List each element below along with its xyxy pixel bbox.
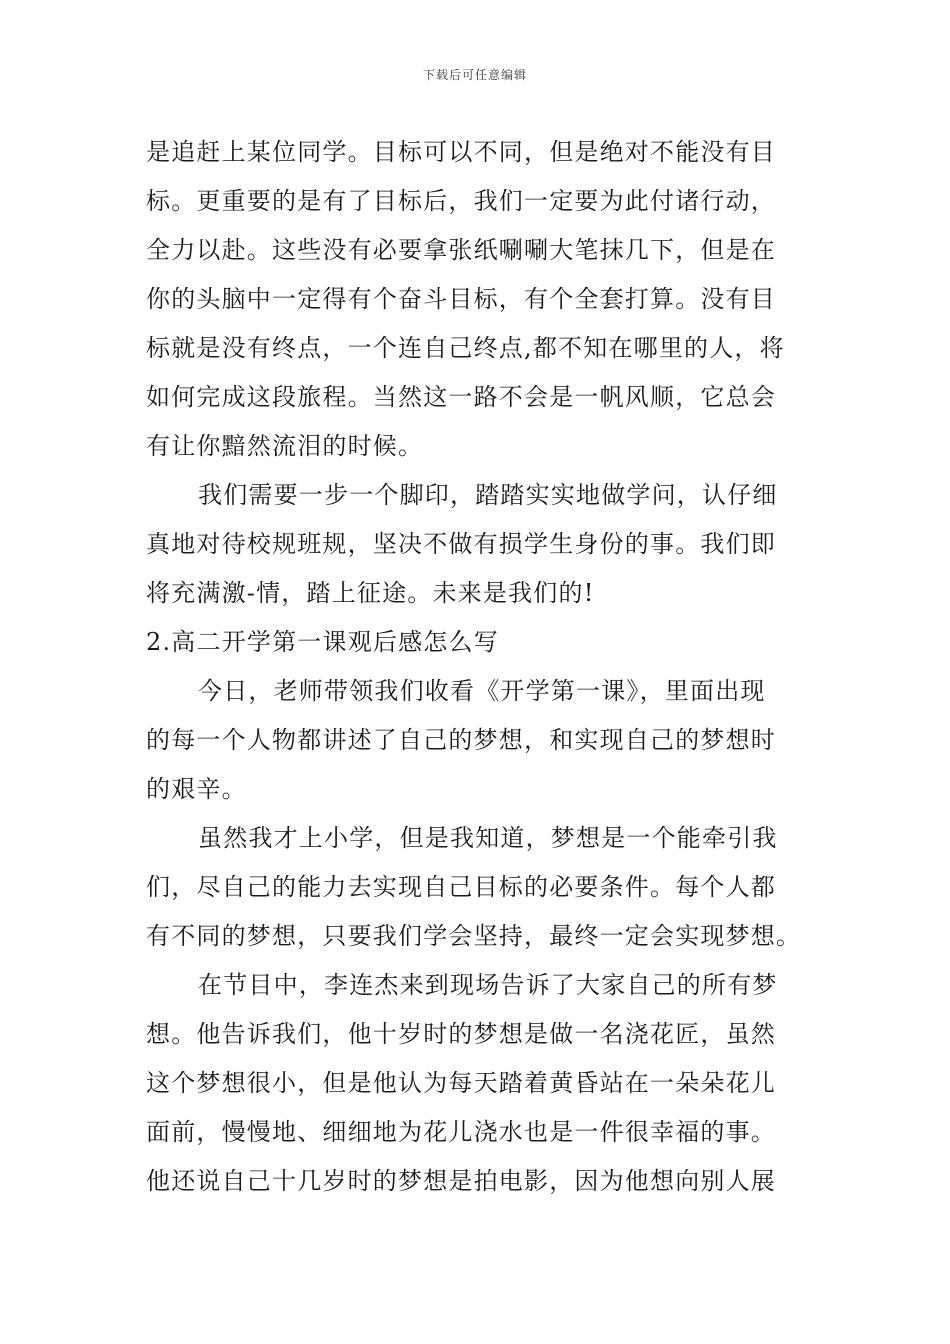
text-line: 你的头脑中一定得有个奋斗目标，有个全套打算。没有目 bbox=[146, 285, 776, 313]
text-line: 们，尽自己的能力去实现自己目标的必要条件。每个人都 bbox=[146, 873, 776, 901]
text-line: 全力以赴。这些没有必要拿张纸唰唰大笔抹几下，但是在 bbox=[146, 236, 776, 264]
text-line: 今日，老师带领我们收看《开学第一课》，里面出现 bbox=[198, 677, 766, 705]
text-line: 标就是没有终点，一个连自己终点,都不知在哪里的人，将 bbox=[146, 334, 785, 362]
text-line: 标。更重要的是有了目标后，我们一定要为此付诸行动， bbox=[146, 187, 776, 215]
page-header: 下载后可任意编辑 bbox=[422, 68, 527, 82]
document-body bbox=[146, 128, 810, 1206]
text-line: 虽然我才上小学，但是我知道，梦想是一个能牵引我 bbox=[198, 824, 778, 852]
text-line: 有不同的梦想，只要我们学会坚持，最终一定会实现梦想。 bbox=[146, 922, 802, 950]
section-heading: 2.高二开学第一课观后感怎么写 bbox=[146, 628, 499, 656]
text-line: 如何完成这段旅程。当然这一路不会是一帆风顺，它总会 bbox=[146, 383, 776, 411]
text-line: 这个梦想很小，但是他认为每天踏着黄昏站在一朵朵花儿 bbox=[146, 1069, 776, 1097]
text-line: 是追赶上某位同学。目标可以不同，但是绝对不能没有目 bbox=[146, 138, 776, 166]
text-line: 的艰辛。 bbox=[146, 775, 247, 803]
text-line: 我们需要一步一个脚印，踏踏实实地做学问，认仔细 bbox=[198, 481, 778, 509]
text-line: 想。他告诉我们，他十岁时的梦想是做一名浇花匠，虽然 bbox=[146, 1020, 776, 1048]
text-line: 面前，慢慢地、细细地为花儿浇水也是一件很幸福的事。 bbox=[146, 1118, 776, 1146]
text-line: 真地对待校规班规，坚决不做有损学生身份的事。我们即 bbox=[146, 530, 776, 558]
text-line: 有让你黯然流泪的时候。 bbox=[146, 432, 424, 460]
text-line: 他还说自己十几岁时的梦想是拍电影，因为他想向别人展 bbox=[146, 1167, 776, 1195]
text-line: 将充满激-情，踏上征途。未来是我们的! bbox=[146, 579, 595, 607]
text-line: 在节目中，李连杰来到现场告诉了大家自己的所有梦 bbox=[198, 971, 778, 999]
text-line: 的每一个人物都讲述了自己的梦想，和实现自己的梦想时 bbox=[146, 726, 776, 754]
